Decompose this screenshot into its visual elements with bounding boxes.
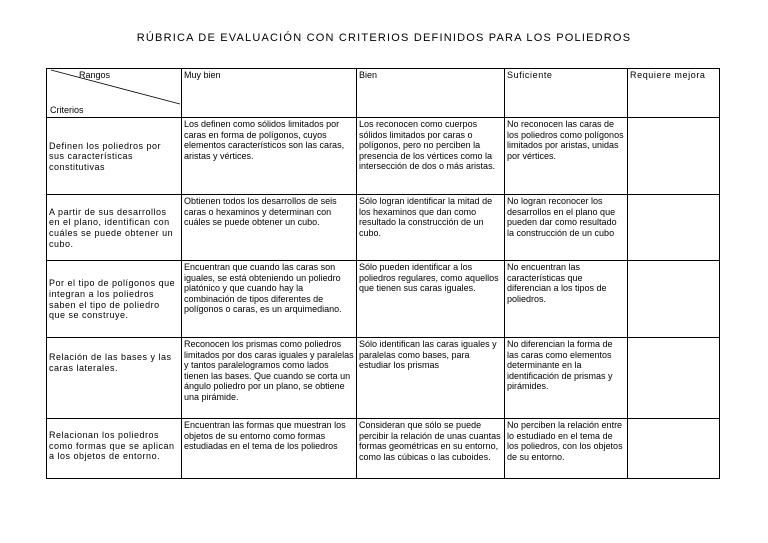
rangos-label: Rangos xyxy=(79,70,111,80)
suficiente-cell: No logran reconocer los desarrollos en el plano que pueden dar como resultado la construcción de un cubo xyxy=(505,195,628,261)
bien-cell: Sólo identifican las caras iguales y paralelas como bases, para estudiar los prismas xyxy=(357,338,505,419)
muy-bien-cell: Los definen como sólidos limitados por caras en forma de polígonos, cuyos elementos característicos son las caras, aristas y vértices. xyxy=(182,118,357,195)
header-row xyxy=(47,69,720,118)
suficiente-cell: No encuentran las características que diferencian a los tipos de poliedros. xyxy=(505,261,628,338)
requiere-mejora-cell xyxy=(628,261,720,338)
table-row xyxy=(47,261,720,338)
bien-cell: Sólo logran identificar la mitad de los hexaminos que dan como resultado la construcción de un cubo. xyxy=(357,195,505,261)
rubric-table xyxy=(46,68,720,479)
muy-bien-cell: Reconocen los prismas como poliedros limitados por dos caras iguales y paralelas y tantos paralelogramos como lados tienen las bases. Que cuando se corta un ángulo poliedro por un plano, se obtiene una pirámide. xyxy=(182,338,357,419)
muy-bien-cell: Obtienen todos los desarrollos de seis caras o hexaminos y determinan con cuáles se puede obtener un cubo. xyxy=(182,195,357,261)
requiere-mejora-cell xyxy=(628,338,720,419)
criterion-cell: Definen los poliedros por sus características constitutivas xyxy=(47,118,182,195)
corner-cell xyxy=(47,69,182,118)
document-title: RÚBRICA DE EVALUACIÓN CON CRITERIOS DEFINIDOS PARA LOS POLIEDROS xyxy=(136,32,632,44)
header-muy-bien: Muy bien xyxy=(182,69,357,118)
requiere-mejora-cell xyxy=(628,195,720,261)
requiere-mejora-cell xyxy=(628,419,720,479)
criterion-cell: Relacionan los poliedros como formas que se aplican a los objetos de entorno. xyxy=(47,419,182,479)
muy-bien-cell: Encuentran las formas que muestran los objetos de su entorno como formas estudiadas en el tema de los poliedros xyxy=(182,419,357,479)
requiere-mejora-cell xyxy=(628,118,720,195)
table-row xyxy=(47,419,720,479)
suficiente-cell: No perciben la relación entre lo estudiado en el tema de los poliedros, con los objetos de su entorno. xyxy=(505,419,628,479)
bien-cell: Consideran que sólo se puede percibir la relación de unas cuantas formas geométricas en su entorno, como las cúbicas o las cuboides. xyxy=(357,419,505,479)
muy-bien-cell: Encuentran que cuando las caras son iguales, se está obteniendo un poliedro platónico y que cuando hay la combinación de tipos diferentes de polígonos o caras, es un arquimediano. xyxy=(182,261,357,338)
table-row xyxy=(47,338,720,419)
header-suficiente: Suficiente xyxy=(505,69,628,118)
bien-cell: Sólo pueden identificar a los poliedros regulares, como aquellos que tienen sus caras iguales. xyxy=(357,261,505,338)
table-row xyxy=(47,118,720,195)
header-requiere-mejora: Requiere mejora xyxy=(628,69,720,118)
criterion-cell: Por el tipo de polígonos que integran a los poliedros saben el tipo de poliedro que se construye. xyxy=(47,261,182,338)
criterios-label: Criterios xyxy=(50,105,84,116)
header-bien: Bien xyxy=(357,69,505,118)
table-row xyxy=(47,195,720,261)
suficiente-cell: No diferencian la forma de las caras como elementos determinante en la identificación de prismas y pirámides. xyxy=(505,338,628,419)
criterion-cell: Relación de las bases y las caras laterales. xyxy=(47,338,182,419)
suficiente-cell: No reconocen las caras de los poliedros como polígonos limitados por aristas, unidas por vértices. xyxy=(505,118,628,195)
bien-cell: Los reconocen como cuerpos sólidos limitados por caras o polígonos, pero no perciben la presencia de los vértices como la intersección de dos o más aristas. xyxy=(357,118,505,195)
criterion-cell: A partir de sus desarrollos en el plano, identifican con cuáles se puede obtener un cubo. xyxy=(47,195,182,261)
